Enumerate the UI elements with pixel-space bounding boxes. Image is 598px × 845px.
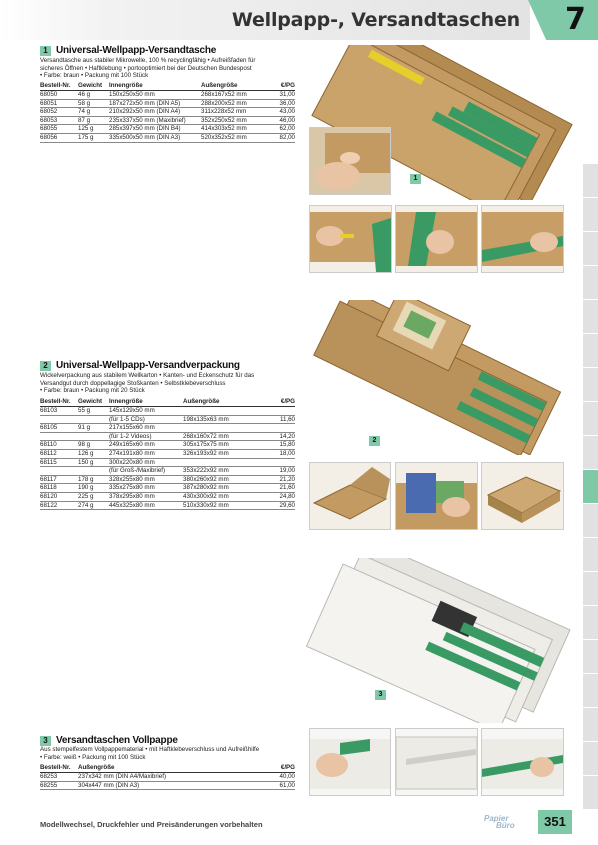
inner-size: 150x250x50 mm [109,91,201,100]
section-title: Universal-Wellpapp-Versandverpackung [56,360,240,371]
side-tab[interactable] [583,775,598,809]
section-3-table [40,764,295,790]
inner-size: 378x295x80 mm [109,492,183,501]
order-number [40,415,78,424]
outer-size: 520x352x52 mm [201,133,272,142]
side-tab[interactable] [583,197,598,231]
outer-size: 430x300x92 mm [183,492,268,501]
inner-size: (für 1-2 Videos) [109,432,183,441]
column-header: Gewicht [78,398,109,407]
side-tab[interactable] [583,537,598,571]
section-2-table [40,398,295,510]
description-line: Versandgut durch doppellagige Stoßkanten • Selbstklebeverschluss [40,379,226,387]
weight: 58 g [78,99,109,108]
column-header: Bestell-Nr. [40,82,78,91]
inner-size: 210x292x50 mm (DIN A4) [109,108,201,117]
inner-size: 335x500x50 mm (DIN A3) [109,133,201,142]
price: 82,00 [272,133,295,142]
column-header: Bestell-Nr. [40,398,78,407]
price: 11,60 [268,415,295,424]
outer-size: 387x280x92 mm [183,484,268,493]
wrap-packaging-photo [305,300,583,455]
table-row [40,449,295,458]
section-1-table [40,82,295,143]
column-header: Gewicht [78,82,109,91]
inner-size: 274x191x80 mm [109,449,183,458]
price: 46,00 [272,116,295,125]
price [268,424,295,433]
section-2-description [40,372,254,395]
section-1-description [40,57,255,80]
weight: 87 g [78,116,109,125]
box-open-photo [309,462,391,530]
white-envelopes-photo [305,558,583,723]
price: 14,20 [268,432,295,441]
price: 15,80 [268,441,295,450]
photo-label: 3 [375,690,386,700]
side-tab[interactable] [583,163,598,197]
description-line: sicheres Öffnen • Haftklebung • portooptimiert bei der Deutschen Bundespost [40,64,252,72]
table-row [40,458,295,467]
outer-size: 305x175x75 mm [183,441,268,450]
weight: 225 g [78,492,109,501]
table-row [40,125,295,134]
outer-size [183,424,268,433]
table-row [40,441,295,450]
section-3-description [40,746,259,761]
outer-size: 311x228x52 mm [201,108,272,117]
side-tab[interactable] [583,639,598,673]
side-tab[interactable] [583,367,598,401]
order-number: 68056 [40,133,78,142]
order-number: 68050 [40,91,78,100]
section-badge: 2 [40,361,51,371]
column-header: Innengröße [109,82,201,91]
inner-size: 300x220x80 mm [109,458,183,467]
section-2-heading [40,360,240,371]
outer-size: 353x222x92 mm [183,467,268,476]
box-closed-photo [481,462,564,530]
photo-label: 2 [369,436,380,446]
photo-label: 1 [410,174,421,184]
price: 31,00 [272,91,295,100]
order-number: 68110 [40,441,78,450]
side-tab[interactable] [583,333,598,367]
outer-size: 326x193x92 mm [183,449,268,458]
outer-size [183,407,268,416]
price: 18,00 [268,449,295,458]
weight: 55 g [78,407,109,416]
inner-size: (für Groß-/Maxibrief) [109,467,183,476]
side-tab[interactable] [583,673,598,707]
side-tab[interactable] [583,605,598,639]
side-tab[interactable] [583,299,598,333]
side-tab[interactable] [583,741,598,775]
inner-size: (für 1-5 CDs) [109,415,183,424]
hand-opening-photo [309,127,391,195]
order-number: 68055 [40,125,78,134]
weight: 190 g [78,484,109,493]
side-tab[interactable] [583,503,598,537]
white-sealing-photo [395,728,478,796]
white-tearing-photo [481,728,564,796]
table-header-row [40,764,295,773]
section-title: Versandtaschen Vollpappe [56,735,178,746]
inner-size: 445x325x80 mm [109,501,183,510]
cutting-photo [309,205,392,273]
column-header: Innengröße [109,398,183,407]
inner-size: 328x255x80 mm [109,475,183,484]
table-row [40,432,295,441]
weight: 150 g [78,458,109,467]
side-tab[interactable] [583,571,598,605]
column-header: €/PG [272,82,295,91]
outer-size: 352x250x52 mm [201,116,272,125]
order-number: 68051 [40,99,78,108]
brand-logo [484,815,515,829]
order-number: 68053 [40,116,78,125]
outer-size: 237x342 mm (DIN A4/Maxibrief) [78,773,263,782]
table-row [40,492,295,501]
order-number: 68117 [40,475,78,484]
outer-size: 510x330x92 mm [183,501,268,510]
table-row [40,501,295,510]
order-number [40,432,78,441]
chapter-side-tabs [583,163,598,809]
price [268,407,295,416]
price: 21,60 [268,484,295,493]
price: 61,00 [263,781,295,790]
weight [78,467,109,476]
table-header-row [40,82,295,91]
outer-size: 380x260x92 mm [183,475,268,484]
side-tab-active[interactable] [583,469,598,503]
weight: 274 g [78,501,109,510]
price: 21,20 [268,475,295,484]
weight: 46 g [78,91,109,100]
weight: 175 g [78,133,109,142]
side-tab[interactable] [583,265,598,299]
weight [78,432,109,441]
column-header: €/PG [268,398,295,407]
price: 36,00 [272,99,295,108]
price: 24,80 [268,492,295,501]
weight: 126 g [78,449,109,458]
order-number: 68103 [40,407,78,416]
table-row [40,424,295,433]
table-row [40,99,295,108]
table-header-row [40,398,295,407]
inner-size: 217x155x60 mm [109,424,183,433]
column-header: Außengröße [183,398,268,407]
logo-text: Papier [484,814,509,823]
inner-size: 249x165x60 mm [109,441,183,450]
outer-size: 414x303x52 mm [201,125,272,134]
inner-size: 145x129x50 mm [109,407,183,416]
description-line: Aus stempelfestem Vollpappematerial • mit Haftklebeverschluss und Aufreißhilfe [40,746,260,753]
order-number: 68052 [40,108,78,117]
order-number: 68115 [40,458,78,467]
price: 29,60 [268,501,295,510]
description-line: Versandtasche aus stabiler Mikrowelle, 100 % recyclingfähig • Aufreißfaden für [40,57,256,64]
table-row [40,484,295,493]
outer-size [183,458,268,467]
inner-size: 285x397x50 mm (DIN B4) [109,125,201,134]
tearing-photo [481,205,564,273]
footer-disclaimer: Modellwechsel, Druckfehler und Preisänderungen vorbehalten [40,820,263,829]
inner-size: 187x272x50 mm (DIN A5) [109,99,201,108]
weight: 74 g [78,108,109,117]
description-line: • Farbe: weiß • Packung mit 100 Stück [40,753,146,761]
price: 19,00 [268,467,295,476]
table-row [40,773,295,782]
weight: 125 g [78,125,109,134]
table-row [40,133,295,142]
column-header: Außengröße [201,82,272,91]
table-row [40,108,295,117]
logo-text: Büro [496,821,515,830]
section-title: Universal-Wellpapp-Versandtasche [56,45,217,56]
weight: 91 g [78,424,109,433]
table-row [40,415,295,424]
order-number: 68105 [40,424,78,433]
price [268,458,295,467]
table-row [40,91,295,100]
description-line: Wickelverpackung aus stabilem Wellkarton • Kanten- und Eckenschutz für das [40,372,255,379]
side-tab[interactable] [583,231,598,265]
order-number: 68120 [40,492,78,501]
order-number: 68122 [40,501,78,510]
description-line: • Farbe: braun • Packung mit 20 Stück [40,387,145,395]
table-row [40,467,295,476]
order-number: 68253 [40,773,78,782]
inner-size: 235x337x50 mm (Maxibrief) [109,116,201,125]
price: 62,00 [272,125,295,134]
sealing-photo [395,205,478,273]
chapter-tab [528,0,598,40]
section-3-heading [40,735,178,746]
side-tab[interactable] [583,401,598,435]
chapter-number: 7 [565,2,586,37]
inner-size: 335x275x80 mm [109,484,183,493]
table-row [40,407,295,416]
section-badge: 1 [40,46,51,56]
weight [78,415,109,424]
section-badge: 3 [40,736,51,746]
order-number: 68112 [40,449,78,458]
price: 40,00 [263,773,295,782]
table-row [40,116,295,125]
description-line: • Farbe: braun • Packung mit 100 Stück [40,72,149,80]
column-header: €/PG [263,764,295,773]
table-row [40,781,295,790]
column-header: Bestell-Nr. [40,764,78,773]
order-number [40,467,78,476]
outer-size: 288x200x52 mm [201,99,272,108]
column-header: Außengröße [78,764,263,773]
white-opening-photo [309,728,391,796]
table-row [40,475,295,484]
order-number: 68118 [40,484,78,493]
side-tab[interactable] [583,707,598,741]
side-tab[interactable] [583,435,598,469]
order-number: 68255 [40,781,78,790]
page-title: Wellpapp-, Versandtaschen [231,9,520,31]
outer-size: 268x160x72 mm [183,432,268,441]
page-number: 351 [538,810,572,834]
section-1-heading [40,45,216,56]
outer-size: 198x135x63 mm [183,415,268,424]
page-header [0,0,598,40]
price: 43,00 [272,108,295,117]
weight: 98 g [78,441,109,450]
box-content-photo [395,462,478,530]
outer-size: 304x447 mm (DIN A3) [78,781,263,790]
outer-size: 268x167x52 mm [201,91,272,100]
weight: 178 g [78,475,109,484]
